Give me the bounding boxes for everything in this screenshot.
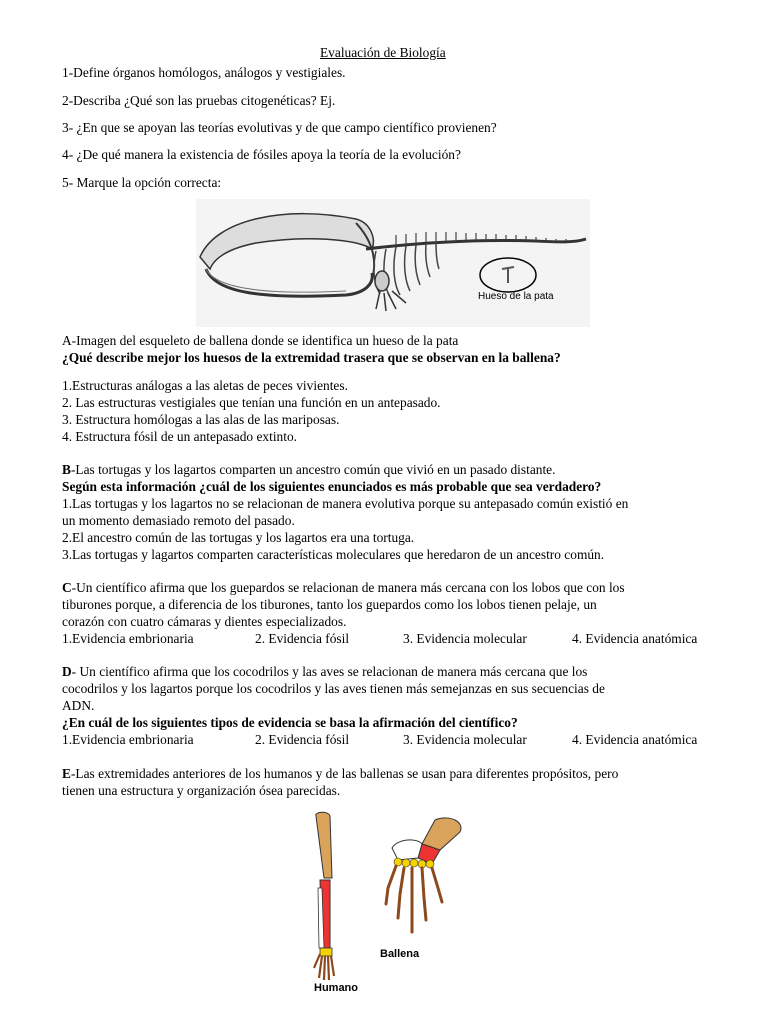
- section-d-option-1: 1.Evidencia embrionaria: [62, 732, 194, 747]
- section-d-option-3: 3. Evidencia molecular: [403, 732, 527, 747]
- section-d-question: ¿En cuál de los siguientes tipos de evidencia se basa la afirmación del científico?: [62, 715, 518, 730]
- section-b-option-1-line-1: 1.Las tortugas y los lagartos no se relacionan de manera evolutiva porque su antepasado común existió en: [62, 496, 629, 511]
- section-a-intro: [62, 333, 458, 349]
- page-title: Evaluación de Biología: [320, 45, 446, 60]
- limb-comparison-figure: [300, 808, 480, 998]
- section-e-line-2: tienen una estructura y organización ósea parecidas.: [62, 783, 341, 798]
- section-b-intro-text: -Las tortugas y los lagartos comparten un ancestro común que vivió en un pasado distante.: [70, 462, 556, 477]
- whale-label: Ballena: [380, 948, 420, 960]
- section-c-line-3: corazón con cuatro cámaras y dientes especializados.: [62, 614, 347, 629]
- human-whale-limb-icon: [300, 808, 480, 998]
- section-e-letter: E: [62, 766, 71, 781]
- section-c-option-2: 2. Evidencia fósil: [255, 631, 350, 646]
- section-b-option-1-line-2: un momento demasiado remoto del pasado.: [62, 513, 295, 528]
- section-a-question: ¿Qué describe mejor los huesos de la extremidad trasera que se observan en la ballena?: [62, 350, 561, 365]
- section-c-line-1: [62, 580, 625, 596]
- human-label: Humano: [314, 982, 358, 994]
- section-a-option-2: 2. Las estructuras vestigiales que tenían una función en un antepasado.: [62, 395, 441, 410]
- section-b-question: Según esta información ¿cuál de los siguientes enunciados es más probable que sea verdadero?: [62, 479, 602, 494]
- section-a-intro-text: -Imagen del esqueleto de ballena donde se identifica un hueso de la pata: [71, 333, 459, 348]
- question-1: 1-Define órganos homólogos, análogos y vestigiales.: [62, 65, 346, 80]
- question-2: 2-Describa ¿Qué son las pruebas citogenéticas? Ej.: [62, 93, 336, 108]
- section-d-option-2: 2. Evidencia fósil: [255, 732, 350, 747]
- section-a-letter: A: [62, 333, 72, 348]
- whale-skeleton-icon: [196, 199, 590, 327]
- question-5: 5- Marque la opción correcta:: [62, 175, 222, 190]
- section-c-option-1: 1.Evidencia embrionaria: [62, 631, 194, 646]
- whale-skeleton-figure: [196, 199, 590, 327]
- question-4: 4- ¿De qué manera la existencia de fósiles apoya la teoría de la evolución?: [62, 147, 461, 162]
- section-e-line-1-text: -Las extremidades anteriores de los humanos y de las ballenas se usan para diferentes propósitos, pero: [70, 766, 619, 781]
- section-a-option-1: 1.Estructuras análogas a las aletas de peces vivientes.: [62, 378, 348, 393]
- section-d-line-3: ADN.: [62, 698, 95, 713]
- human-arm-icon: [314, 812, 334, 980]
- section-d-line-1-text: - Un científico afirma que los cocodrilos y las aves se relacionan de manera más cercana que los: [71, 664, 588, 679]
- section-b-letter: B: [62, 462, 71, 477]
- section-d-letter: D: [62, 664, 72, 679]
- section-b-option-3: 3.Las tortugas y lagartos comparten características moleculares que heredaron de un ancestro común.: [62, 547, 605, 562]
- section-b-intro: [62, 462, 555, 478]
- section-c-options: [62, 631, 722, 647]
- section-e-line-1: [62, 766, 618, 782]
- section-a-option-4: 4. Estructura fósil de un antepasado extinto.: [62, 429, 298, 444]
- section-d-options: [62, 732, 722, 748]
- section-d-line-2: cocodrilos y los lagartos porque los cocodrilos y las aves tienen más semejanzas en sus secuencias de: [62, 681, 605, 696]
- section-c-letter: C: [62, 580, 72, 595]
- section-a-option-3: 3. Estructura homólogas a las alas de las mariposas.: [62, 412, 340, 427]
- section-c-line-2: tiburones porque, a diferencia de los tiburones, tanto los guepardos como los lobos tienen pelaje, un: [62, 597, 597, 612]
- section-d-option-4: 4. Evidencia anatómica: [572, 732, 698, 747]
- question-3: 3- ¿En que se apoyan las teorías evolutivas y de que campo científico provienen?: [62, 120, 497, 135]
- section-c-line-1-text: -Un científico afirma que los guepardos se relacionan de manera más cercana con los lobos que con los: [71, 580, 625, 595]
- whale-leg-bone-label: Hueso de la pata: [478, 291, 554, 302]
- section-b-option-2: 2.El ancestro común de las tortugas y los lagartos era una tortuga.: [62, 530, 415, 545]
- section-c-option-3: 3. Evidencia molecular: [403, 631, 527, 646]
- whale-flipper-icon: [386, 818, 461, 932]
- section-d-line-1: [62, 664, 587, 680]
- section-c-option-4: 4. Evidencia anatómica: [572, 631, 698, 646]
